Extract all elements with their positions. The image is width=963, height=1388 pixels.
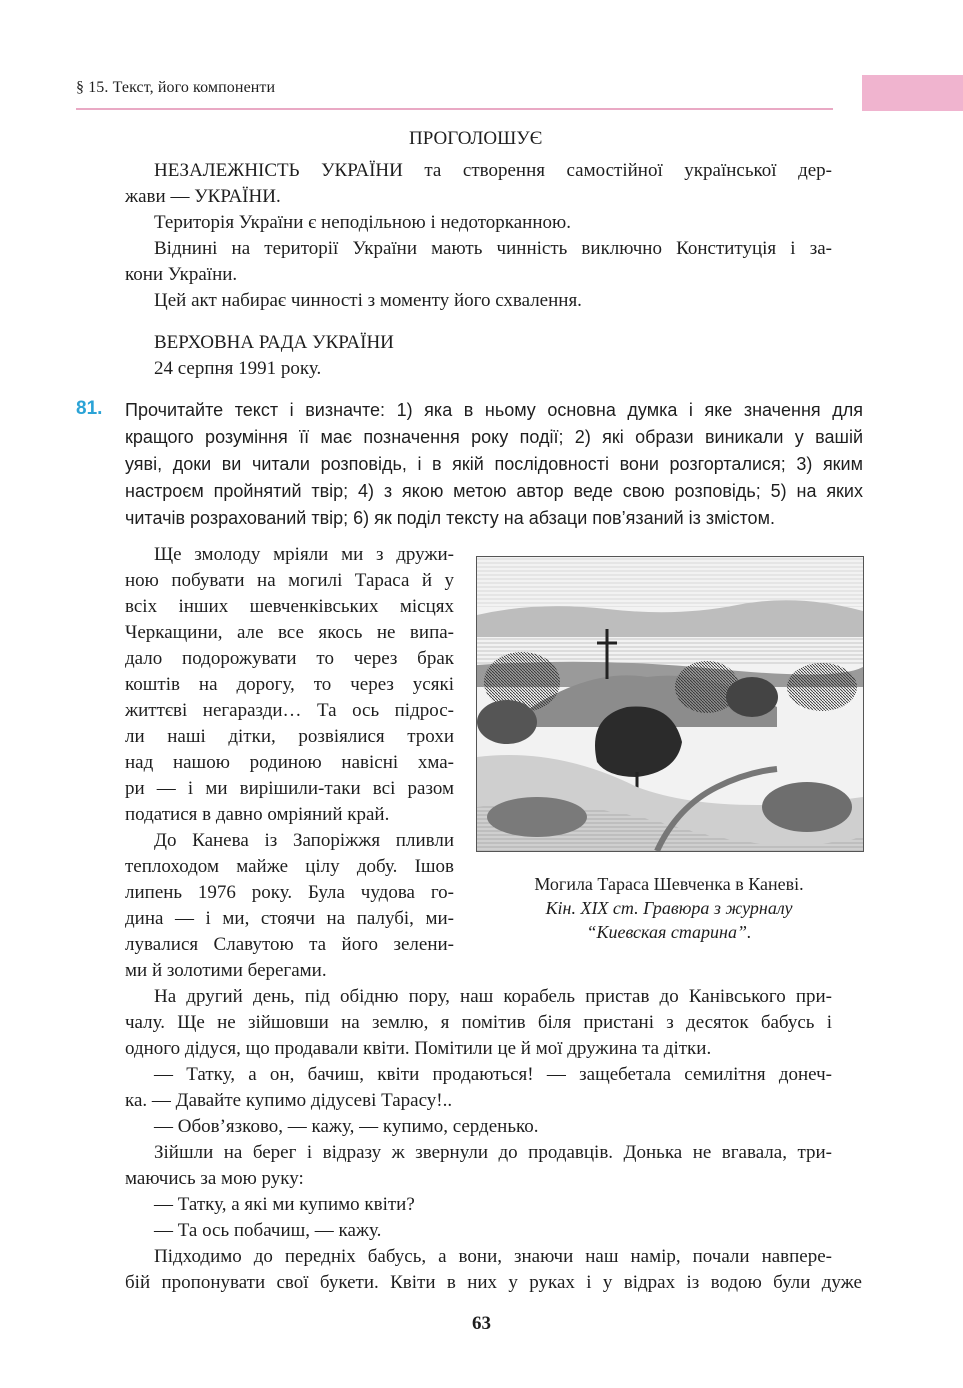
exercise-line: настроєм пройнятий твір; 4) з якою метою автор веде свою розповідь; 5) на яких [125, 481, 863, 501]
story-line: одного дідуся, що продавали квіти. Помітили це й мої дружина та дітки. [125, 1038, 712, 1059]
story-line: дина — і ми, стоячи на палубі, ми- [125, 908, 454, 929]
story-line: коштів на дорогу, то через усякі [125, 674, 454, 695]
story-line: До Канева із Запоріжжя пливли [154, 830, 454, 851]
figure-caption-source: Кін. XIX ст. Гравюра з журналу [545, 898, 793, 918]
story-line: лувалися Славутою та його зелени- [125, 934, 454, 955]
story-line: липень 1976 року. Була чудова го- [125, 882, 454, 903]
story-line: теплоходом майже цілу добу. Ішов [125, 856, 454, 877]
story-line: всіх інших шевченківських місцях [125, 596, 454, 617]
page-number: 63 [472, 1313, 491, 1334]
story-line: ною побувати на могилі Тараса й у [125, 570, 454, 591]
decree-line: жави — УКРАЇНИ. [125, 186, 281, 207]
exercise-line: кращого розуміння її має позначення року події; 2) які образи виникали у вашій [125, 427, 863, 447]
story-line: життєві негаразди… Та ось підрос- [125, 700, 454, 721]
exercise-number: 81. [76, 398, 103, 419]
header-color-tab [862, 75, 963, 111]
story-line: Черкащини, але все якось не випа- [125, 622, 454, 643]
story-line: ли наші дітки, розвіялися трохи [125, 726, 454, 747]
story-line: над нашою родиною навісні хма- [125, 752, 454, 773]
story-line: — Татку, а які ми купимо квіти? [154, 1194, 415, 1215]
decree-line: Територія України є неподільною і недоторканною. [154, 212, 571, 233]
exercise-line: уяві, доки ви читали розповідь, і в якій послідовності вони розгорталися; 3) яким [125, 454, 863, 474]
decree-line: Віднині на території України мають чинність виключно Конституція і за- [154, 238, 832, 259]
story-line: ми й золотими берегами. [125, 960, 327, 981]
engraving-image [476, 556, 864, 852]
exercise-line: читачів розрахований твір; 6) як поділ тексту на абзаци пов’язаний із змістом. [125, 508, 775, 528]
exercise-line: Прочитайте текст і визначте: 1) яка в ньому основна думка і яке значення для [125, 400, 863, 420]
section-header: § 15. Текст, його компоненти [76, 79, 276, 96]
story-line: — Татку, а он, бачиш, квіти продаються! — защебетала семилітня донеч- [154, 1064, 832, 1085]
figure-caption-title: Могила Тараса Шевченка в Каневі. [534, 874, 804, 894]
story-line: ка. — Давайте купимо дідусеві Тарасу!.. [125, 1090, 453, 1111]
story-line: дало подорожувати то через брак [125, 648, 454, 669]
figure-caption-journal: “Киевская старина”. [586, 922, 752, 942]
decree-line: кони України. [125, 264, 238, 285]
decree-date: 24 серпня 1991 року. [154, 358, 322, 379]
story-line: — Обов’язково, — кажу, — купимо, серденько. [154, 1116, 539, 1137]
story-line: маючись за мою руку: [125, 1168, 304, 1189]
story-line: податися в давно омріяний край. [125, 804, 390, 825]
story-line: бій пропонувати свої букети. Квіти в них у руках і у відрах із водою були дуже [125, 1272, 862, 1293]
decree-line: Цей акт набирає чинності з моменту його схвалення. [154, 290, 582, 311]
decree-line: НЕЗАЛЕЖНІСТЬ УКРАЇНИ та створення самостійної української дер- [154, 160, 832, 181]
decree-title: ПРОГОЛОШУЄ [409, 128, 543, 149]
story-line: — Та ось побачиш, — кажу. [154, 1220, 382, 1241]
story-line: На другий день, під обідню пору, наш корабель пристав до Канівського при- [154, 986, 832, 1007]
decree-signature: ВЕРХОВНА РАДА УКРАЇНИ [154, 332, 394, 353]
story-line: Зійшли на берег і відразу ж звернули до продавців. Донька не вгавала, три- [154, 1142, 832, 1163]
story-line: ри — і ми вирішили-таки всі разом [125, 778, 454, 799]
story-line: чалу. Ще не зійшовши на землю, я помітив біля пристані з десяток бабусь і [125, 1012, 832, 1033]
story-line: Підходимо до передніх бабусь, а вони, знаючи наш намір, почали навпере- [154, 1246, 832, 1267]
story-line: Ще змолоду мріяли ми з дружи- [154, 544, 454, 565]
header-divider [76, 108, 833, 110]
